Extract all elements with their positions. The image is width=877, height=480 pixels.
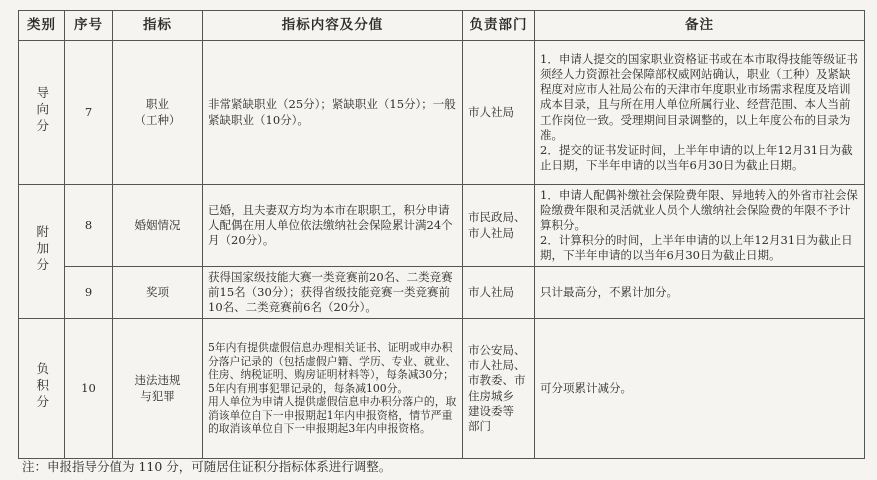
row-remarks — [535, 185, 865, 267]
header-category: 类别 — [19, 11, 65, 41]
row-remarks — [535, 319, 865, 459]
row-content: 非常紧缺职业（25分）；紧缺职业（15分）；一般紧缺职业（10分）。 — [203, 41, 463, 185]
header-number: 序号 — [65, 11, 113, 41]
points-indicator-table — [18, 10, 865, 459]
category-cell — [19, 41, 65, 185]
remark-item: 1．申请人提交的国家职业资格证书或在本市取得技能等级证书须经人力资源社会保障部权威网站确认，职业（工种）及紧缺程度对应市人社局公布的天津市年度职业市场需求程度及培训成本目录，且与所在用人单位所属行业、经营范围、本人当前工作岗位一致。受理期间目录调整的，以上年度公布的目录为准。 — [540, 51, 858, 142]
category-cell — [19, 185, 65, 319]
remark-item: 2．提交的证书发证时间，上半年申请的以上年12月31日为截止日期，下半年申请的以当年6月30日为截止日期。 — [540, 142, 853, 173]
category-negative: 负积分 — [34, 361, 50, 412]
row-department: 市人社局 — [463, 267, 535, 319]
row-indicator: 婚姻情况 — [113, 185, 203, 267]
row-content: 5年内有提供虚假信息办理相关证书、证明或申办积分落户记录的（包括虚假户籍、学历、专业、就业、住房、纳税证明、购房证明材料等），每条减30分；5年内有刑事犯罪记录的，每条减100分。 用人单位为申请人提供虚假信息申办积分落户的，取消该单位自下一申报期起1年内申报资格，情节严重的取消该单位自下一申报期起3年内申报资格。 — [203, 319, 463, 459]
header-content: 指标内容及分值 — [203, 11, 463, 41]
row-department: 市公安局、 市人社局、 市教委、市 住房城乡 建设委等 部门 — [463, 319, 535, 459]
row-number: 7 — [65, 41, 113, 185]
header-remarks: 备注 — [535, 11, 865, 41]
row-content: 获得国家级技能大赛一类竞赛前20名、二类竞赛前15名（30分）；获得省级技能竞赛一类竞赛前10名、二类竞赛前6名（20分）。 — [203, 267, 463, 319]
category-guide: 导向分 — [34, 85, 50, 136]
remark-item: 1．申请人配偶补缴社会保险费年限、异地转入的外省市社会保险缴费年限和灵活就业人员个人缴纳社会保险费的年限不予计算积分。 — [540, 187, 858, 232]
row-indicator: 职业 （工种） — [113, 41, 203, 185]
row-department: 市人社局 — [463, 41, 535, 185]
row-remarks — [535, 267, 865, 319]
category-bonus: 附加分 — [34, 224, 50, 275]
header-indicator: 指标 — [113, 11, 203, 41]
table-row — [19, 319, 865, 459]
remark-item: 2．计算积分的时间，上半年申请的以上年12月31日为截止日期，下半年申请的以当年6月30日为截止日期。 — [540, 233, 853, 263]
row-indicator: 违法违规 与犯罪 — [113, 319, 203, 459]
row-number: 8 — [65, 185, 113, 267]
remark-item: 只计最高分，不累计加分。 — [540, 284, 678, 299]
row-content: 已婚，且夫妻双方均为本市在职职工，积分申请人配偶在用人单位依法缴纳社会保险累计满24个月（20分）。 — [203, 185, 463, 267]
row-number: 9 — [65, 267, 113, 319]
row-department: 市民政局、 市人社局 — [463, 185, 535, 267]
row-remarks — [535, 41, 865, 185]
category-cell — [19, 319, 65, 459]
table-header-row — [19, 11, 865, 41]
table-row — [19, 41, 865, 185]
table-row — [19, 267, 865, 319]
table-row — [19, 185, 865, 267]
remark-item: 可分项累计减分。 — [540, 380, 632, 395]
header-department: 负责部门 — [463, 11, 535, 41]
footnote: 注：申报指导分值为 110 分，可随居住证积分指标体系进行调整。 — [22, 459, 392, 474]
row-indicator: 奖项 — [113, 267, 203, 319]
row-number: 10 — [65, 319, 113, 459]
